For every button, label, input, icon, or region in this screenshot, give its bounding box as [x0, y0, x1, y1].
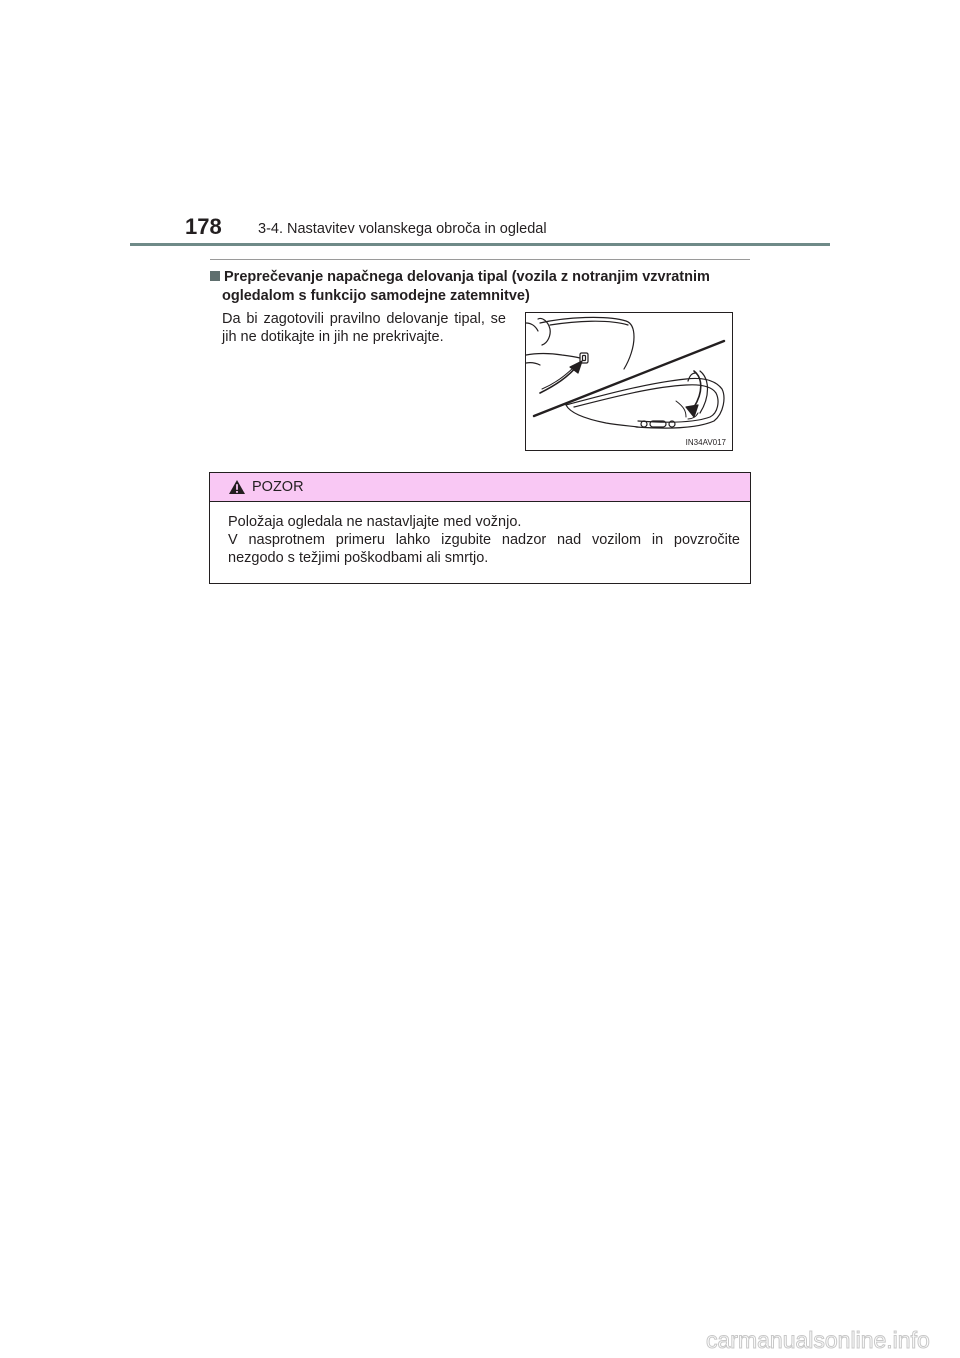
- watermark-text: carmanualsonline.info: [706, 1327, 930, 1353]
- warning-label: POZOR: [252, 479, 304, 495]
- mirror-illustration: [525, 312, 733, 451]
- warning-header: [210, 473, 750, 502]
- header-rule: [130, 243, 830, 246]
- warning-box: [209, 472, 751, 584]
- page-number: 178: [185, 214, 222, 239]
- square-bullet-icon: [210, 271, 220, 281]
- chapter-title: 3-4. Nastavitev volanskega obroča in ogledal: [258, 221, 547, 237]
- section-heading-line1: Preprečevanje napačnega delovanja tipal (vozila z notranjim vzvratnim: [224, 269, 710, 285]
- section-heading-line2: ogledalom s funkcijo samodejne zatemnitve): [222, 288, 530, 304]
- section-divider: [210, 259, 750, 260]
- figure-code: IN34AV017: [685, 438, 726, 447]
- warning-body: [228, 513, 740, 567]
- warning-line1: Položaja ogledala ne nastavljajte med vožnjo.: [228, 514, 522, 530]
- watermark-logo: [0, 1322, 960, 1358]
- warning-line2: V nasprotnem primeru lahko izgubite nadzor nad vozilom in povzročite: [228, 532, 740, 548]
- section-heading: [210, 268, 750, 306]
- section-body: Da bi zagotovili pravilno delovanje tipal, se jih ne dotikajte in jih ne prekrivajte.: [222, 311, 506, 345]
- warning-line3: nezgodo s težjimi poškodbami ali smrtjo.: [228, 550, 489, 566]
- warning-triangle-icon: [228, 479, 246, 495]
- rearview-mirror-sensor-icon: [526, 313, 732, 450]
